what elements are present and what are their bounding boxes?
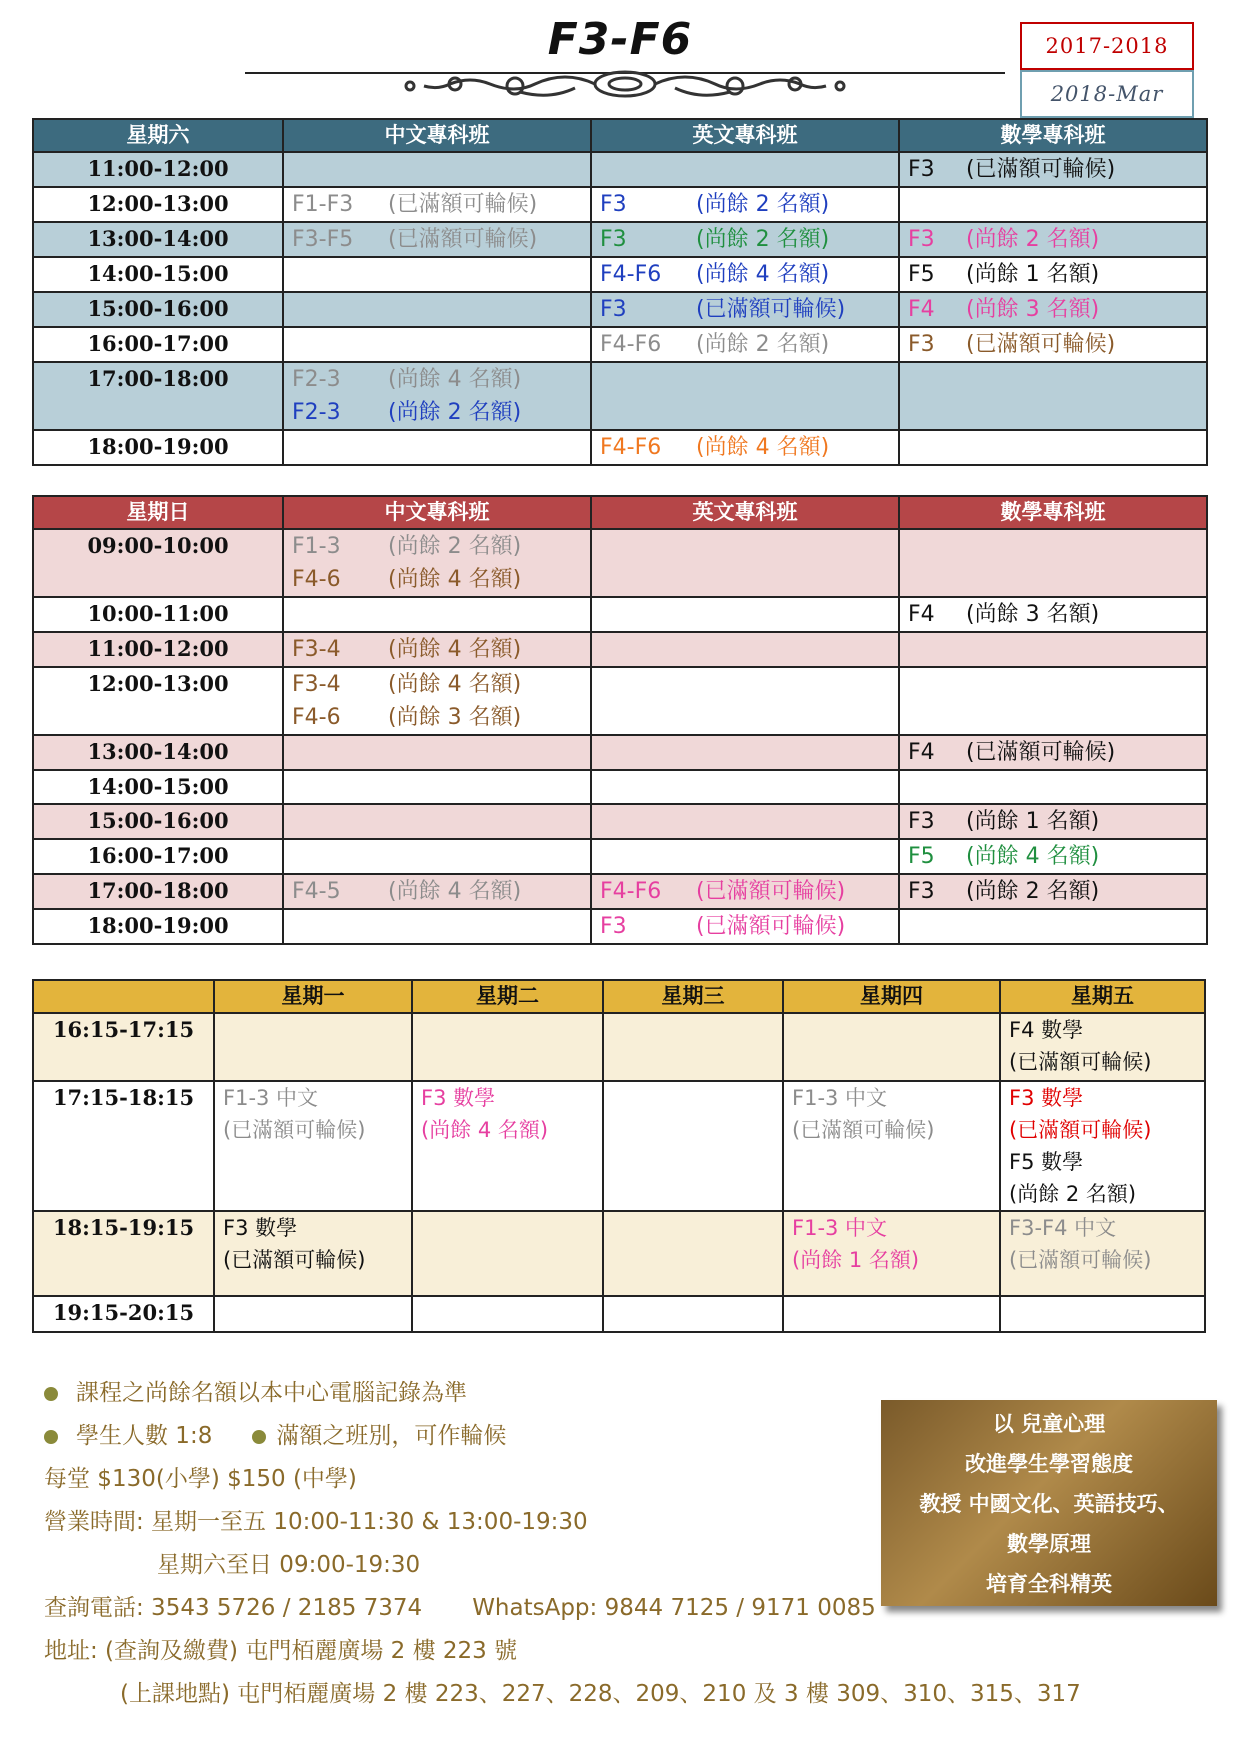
english-cell <box>591 735 899 770</box>
phone-text: 查詢電話: 3543 5726 / 2185 7374 <box>44 1595 423 1621</box>
bullet-icon <box>44 1430 58 1444</box>
chinese-cell <box>283 152 591 187</box>
math-cell <box>899 292 1207 327</box>
class-grade: F3 <box>600 297 627 322</box>
thursday-cell <box>783 1081 1000 1211</box>
chinese-cell <box>283 735 591 770</box>
header-thursday: 星期四 <box>783 980 1000 1013</box>
class-status: (尚餘 4 名額) <box>421 1118 549 1142</box>
time-slot: 17:00-18:00 <box>33 362 283 430</box>
class-status: (尚餘 4 名額) <box>388 672 522 697</box>
saturday-schedule <box>32 118 1208 466</box>
time-slot: 17:15-18:15 <box>33 1081 214 1211</box>
friday-cell <box>1000 1013 1205 1081</box>
math-cell <box>899 362 1207 430</box>
schedule-row <box>33 529 1207 597</box>
note-remaining-quota: 課程之尚餘名額以本中心電腦記錄為準 <box>76 1380 467 1406</box>
header-chinese: 中文專科班 <box>283 119 591 152</box>
schedule-row <box>33 839 1207 874</box>
schedule-row <box>33 804 1207 839</box>
class-status: (已滿額可輪候) <box>223 1118 366 1142</box>
friday-cell <box>1000 1296 1205 1332</box>
class-grade: F4 <box>908 297 935 322</box>
class-entry <box>600 293 890 326</box>
math-cell <box>899 667 1207 735</box>
wednesday-cell <box>603 1296 783 1332</box>
slogan-line: 教授 中國文化、英語技巧、 <box>919 1492 1179 1516</box>
slogan-line: 數學原理 <box>1007 1532 1091 1556</box>
class-entry <box>292 188 582 221</box>
monday-cell <box>214 1211 412 1296</box>
whatsapp-text: WhatsApp: 9844 7125 / 9171 0085 <box>472 1595 876 1621</box>
class-grade: F3-4 <box>292 672 341 697</box>
class-status: (尚餘 4 名額) <box>966 844 1100 869</box>
class-grade: F4-F6 <box>600 332 662 357</box>
header-english: 英文專科班 <box>591 119 899 152</box>
class-status: (尚餘 4 名額) <box>388 637 522 662</box>
chinese-cell <box>283 804 591 839</box>
class-entry <box>792 1082 991 1146</box>
time-slot: 12:00-13:00 <box>33 667 283 735</box>
time-slot: 17:00-18:00 <box>33 874 283 909</box>
english-cell <box>591 152 899 187</box>
class-subject: F3 數學 <box>421 1086 496 1110</box>
header-chinese: 中文專科班 <box>283 496 591 529</box>
schedule-row <box>33 770 1207 804</box>
chinese-cell <box>283 770 591 804</box>
class-status: (尚餘 1 名額) <box>792 1248 920 1272</box>
class-subject: F3-F4 中文 <box>1009 1216 1117 1240</box>
class-entry <box>292 563 582 596</box>
time-slot: 18:15-19:15 <box>33 1211 214 1296</box>
class-status: (已滿額可輪候) <box>696 879 846 904</box>
schedule-row <box>33 1081 1205 1211</box>
class-status: (尚餘 4 名額) <box>388 367 522 392</box>
class-entry <box>292 668 582 701</box>
class-status: (已滿額可輪候) <box>388 192 538 217</box>
class-entry <box>600 188 890 221</box>
class-entry <box>292 396 582 429</box>
schedule-row <box>33 1211 1205 1296</box>
monday-cell <box>214 1296 412 1332</box>
class-grade: F3-4 <box>292 637 341 662</box>
math-cell <box>899 874 1207 909</box>
class-status: (尚餘 1 名額) <box>966 262 1100 287</box>
class-grade: F3 <box>600 914 627 939</box>
english-cell <box>591 327 899 362</box>
time-slot: 14:00-15:00 <box>33 257 283 292</box>
class-grade: F3 <box>908 879 935 904</box>
time-slot: 11:00-12:00 <box>33 632 283 667</box>
english-cell <box>591 187 899 222</box>
english-cell <box>591 257 899 292</box>
english-cell <box>591 529 899 597</box>
header-day: 星期六 <box>33 119 283 152</box>
class-entry <box>1009 1146 1196 1210</box>
class-entry <box>600 910 890 943</box>
slogan-line: 改進學生學習態度 <box>965 1452 1133 1476</box>
monday-cell <box>214 1081 412 1211</box>
chinese-cell <box>283 362 591 430</box>
class-entry <box>908 736 1198 769</box>
class-grade: F4-F6 <box>600 879 662 904</box>
class-entry <box>292 530 582 563</box>
math-cell <box>899 597 1207 632</box>
schedule-row <box>33 667 1207 735</box>
time-slot: 16:00-17:00 <box>33 327 283 362</box>
chinese-cell <box>283 187 591 222</box>
class-grade: F5 <box>908 844 935 869</box>
header-math: 數學專科班 <box>899 119 1207 152</box>
fees-text: 每堂 $130(小學) $150 (中學) <box>44 1466 357 1492</box>
class-status: (尚餘 2 名額) <box>696 192 830 217</box>
math-cell <box>899 839 1207 874</box>
schedule-row <box>33 874 1207 909</box>
tuesday-cell <box>412 1296 603 1332</box>
english-cell <box>591 292 899 327</box>
monday-cell <box>214 1013 412 1081</box>
math-cell <box>899 529 1207 597</box>
class-subject: F3 數學 <box>223 1216 298 1240</box>
slogan-line: 培育全科精英 <box>986 1572 1112 1596</box>
class-entry <box>908 293 1198 326</box>
math-cell <box>899 327 1207 362</box>
class-subject: F1-3 中文 <box>792 1086 888 1110</box>
class-grade: F4 <box>908 602 935 627</box>
class-entry <box>908 153 1198 186</box>
time-slot: 13:00-14:00 <box>33 735 283 770</box>
class-grade: F3 <box>908 157 935 182</box>
time-slot: 19:15-20:15 <box>33 1296 214 1332</box>
thursday-cell <box>783 1296 1000 1332</box>
header-english: 英文專科班 <box>591 496 899 529</box>
class-status: (已滿額可輪候) <box>696 914 846 939</box>
english-cell <box>591 362 899 430</box>
class-subject: F4 數學 <box>1009 1018 1084 1042</box>
class-entry <box>908 258 1198 291</box>
bullet-icon <box>44 1387 58 1401</box>
english-cell <box>591 839 899 874</box>
schedule-row <box>33 222 1207 257</box>
class-status: (已滿額可輪候) <box>696 297 846 322</box>
class-status: (尚餘 3 名額) <box>966 297 1100 322</box>
class-entry <box>292 875 582 908</box>
english-cell <box>591 222 899 257</box>
chinese-cell <box>283 839 591 874</box>
schedule-row <box>33 292 1207 327</box>
tuesday-cell <box>412 1211 603 1296</box>
class-grade: F4-5 <box>292 879 341 904</box>
time-slot: 18:00-19:00 <box>33 909 283 944</box>
schedule-row <box>33 597 1207 632</box>
class-entry <box>1009 1212 1196 1276</box>
class-entry <box>792 1212 991 1276</box>
note-waitlist: 滿額之班別，可作輪候 <box>276 1423 507 1449</box>
time-slot: 14:00-15:00 <box>33 770 283 804</box>
time-slot: 12:00-13:00 <box>33 187 283 222</box>
class-status: (已滿額可輪候) <box>1009 1248 1152 1272</box>
class-status: (尚餘 2 名額) <box>388 400 522 425</box>
time-slot: 11:00-12:00 <box>33 152 283 187</box>
class-status: (尚餘 4 名額) <box>696 435 830 460</box>
math-cell <box>899 804 1207 839</box>
class-grade: F3 <box>908 227 935 252</box>
english-cell <box>591 667 899 735</box>
class-status: (尚餘 4 名額) <box>388 567 522 592</box>
class-status: (已滿額可輪候) <box>1009 1118 1152 1142</box>
class-status: (尚餘 3 名額) <box>388 705 522 730</box>
chinese-cell <box>283 529 591 597</box>
schedule-row <box>33 430 1207 465</box>
class-subject: F1-3 中文 <box>223 1086 319 1110</box>
class-entry <box>908 875 1198 908</box>
address-classroom-text: (上課地點) 屯門栢麗廣場 2 樓 223、227、228、209、210 及 3 樓 309、310、315、317 <box>120 1681 1081 1707</box>
schedule-row <box>33 257 1207 292</box>
class-status: (尚餘 2 名額) <box>966 879 1100 904</box>
time-slot: 09:00-10:00 <box>33 529 283 597</box>
weekday-header-row <box>33 980 1205 1013</box>
english-cell <box>591 909 899 944</box>
class-subject: F1-3 中文 <box>792 1216 888 1240</box>
schedule-row <box>33 735 1207 770</box>
class-grade: F2-3 <box>292 400 341 425</box>
time-slot: 15:00-16:00 <box>33 292 283 327</box>
class-status: (尚餘 2 名額) <box>388 534 522 559</box>
class-entry <box>600 875 890 908</box>
hours-weekend-text: 星期六至日 09:00-19:30 <box>157 1552 421 1578</box>
class-entry <box>908 598 1198 631</box>
header-day: 星期日 <box>33 496 283 529</box>
address-office-text: 地址: (查詢及繳費) 屯門栢麗廣場 2 樓 223 號 <box>44 1638 518 1664</box>
sunday-header-row <box>33 496 1207 529</box>
header-monday: 星期一 <box>214 980 412 1013</box>
header-friday: 星期五 <box>1000 980 1205 1013</box>
thursday-cell <box>783 1211 1000 1296</box>
class-entry <box>292 633 582 666</box>
schedule-row <box>33 187 1207 222</box>
class-entry <box>292 363 582 396</box>
header-math: 數學專科班 <box>899 496 1207 529</box>
schedule-row <box>33 362 1207 430</box>
ornament-divider <box>245 64 1005 104</box>
chinese-cell <box>283 632 591 667</box>
note-class-size: 學生人數 1:8 <box>76 1423 213 1449</box>
class-grade: F4 <box>908 740 935 765</box>
class-status: (已滿額可輪候) <box>792 1118 935 1142</box>
class-entry <box>600 258 890 291</box>
sunday-schedule <box>32 495 1208 945</box>
class-entry <box>1009 1082 1196 1146</box>
class-entry <box>600 223 890 256</box>
time-slot: 18:00-19:00 <box>33 430 283 465</box>
class-entry <box>223 1082 403 1146</box>
class-grade: F2-3 <box>292 367 341 392</box>
tuesday-cell <box>412 1081 603 1211</box>
class-status: (已滿額可輪候) <box>1009 1050 1152 1074</box>
class-grade: F1-3 <box>292 534 341 559</box>
english-cell <box>591 874 899 909</box>
tuesday-cell <box>412 1013 603 1081</box>
class-status: (尚餘 2 名額) <box>696 227 830 252</box>
math-cell <box>899 909 1207 944</box>
header-time <box>33 980 214 1013</box>
class-entry <box>908 840 1198 873</box>
chinese-cell <box>283 874 591 909</box>
class-status: (已滿額可輪候) <box>966 157 1116 182</box>
math-cell <box>899 735 1207 770</box>
class-status: (尚餘 2 名額) <box>1009 1182 1137 1206</box>
math-cell <box>899 632 1207 667</box>
schedule-row <box>33 909 1207 944</box>
class-grade: F4-F6 <box>600 435 662 460</box>
class-grade: F1-F3 <box>292 192 354 217</box>
time-slot: 16:15-17:15 <box>33 1013 214 1081</box>
class-subject: F5 數學 <box>1009 1150 1084 1174</box>
time-slot: 15:00-16:00 <box>33 804 283 839</box>
wednesday-cell <box>603 1013 783 1081</box>
hours-weekday-text: 營業時間: 星期一至五 10:00-11:30 & 13:00-19:30 <box>44 1509 588 1535</box>
header-wednesday: 星期三 <box>603 980 783 1013</box>
class-grade: F3 <box>908 809 935 834</box>
class-grade: F3 <box>600 227 627 252</box>
class-entry <box>292 701 582 734</box>
english-cell <box>591 770 899 804</box>
class-grade: F3 <box>600 192 627 217</box>
time-slot: 13:00-14:00 <box>33 222 283 257</box>
schedule-row <box>33 327 1207 362</box>
chinese-cell <box>283 430 591 465</box>
class-status: (尚餘 2 名額) <box>696 332 830 357</box>
class-subject: F3 數學 <box>1009 1086 1084 1110</box>
class-entry <box>908 328 1198 361</box>
schedule-row <box>33 1296 1205 1332</box>
schedule-row <box>33 1013 1205 1081</box>
class-entry <box>908 223 1198 256</box>
english-cell <box>591 804 899 839</box>
class-status: (尚餘 1 名額) <box>966 809 1100 834</box>
year-badge: 2017-2018 <box>1020 22 1194 70</box>
class-entry <box>223 1212 403 1276</box>
math-cell <box>899 257 1207 292</box>
class-entry <box>421 1082 594 1146</box>
math-cell <box>899 222 1207 257</box>
class-entry <box>292 223 582 256</box>
english-cell <box>591 430 899 465</box>
class-status: (已滿額可輪候) <box>966 740 1116 765</box>
wednesday-cell <box>603 1211 783 1296</box>
class-grade: F3-F5 <box>292 227 354 252</box>
class-entry <box>600 328 890 361</box>
class-grade: F4-6 <box>292 567 341 592</box>
month-badge: 2018-Mar <box>1020 70 1194 118</box>
class-status: (尚餘 2 名額) <box>966 227 1100 252</box>
weekday-schedule <box>32 979 1206 1333</box>
chinese-cell <box>283 597 591 632</box>
class-entry <box>908 805 1198 838</box>
chinese-cell <box>283 667 591 735</box>
class-status: (尚餘 4 名額) <box>696 262 830 287</box>
slogan-line: 以 兒童心理 <box>992 1412 1106 1436</box>
schedule-row <box>33 632 1207 667</box>
english-cell <box>591 632 899 667</box>
class-status: (已滿額可輪候) <box>966 332 1116 357</box>
time-slot: 16:00-17:00 <box>33 839 283 874</box>
math-cell <box>899 430 1207 465</box>
saturday-header-row <box>33 119 1207 152</box>
chinese-cell <box>283 292 591 327</box>
chinese-cell <box>283 257 591 292</box>
class-grade: F3 <box>908 332 935 357</box>
class-status: (尚餘 3 名額) <box>966 602 1100 627</box>
math-cell <box>899 770 1207 804</box>
class-grade: F4-6 <box>292 705 341 730</box>
class-entry <box>600 431 890 464</box>
class-status: (尚餘 4 名額) <box>388 879 522 904</box>
chinese-cell <box>283 222 591 257</box>
class-grade: F5 <box>908 262 935 287</box>
friday-cell <box>1000 1081 1205 1211</box>
math-cell <box>899 187 1207 222</box>
thursday-cell <box>783 1013 1000 1081</box>
chinese-cell <box>283 909 591 944</box>
time-slot: 10:00-11:00 <box>33 597 283 632</box>
class-grade: F4-F6 <box>600 262 662 287</box>
header-tuesday: 星期二 <box>412 980 603 1013</box>
friday-cell <box>1000 1211 1205 1296</box>
schedule-row <box>33 152 1207 187</box>
class-status: (已滿額可輪候) <box>388 227 538 252</box>
slogan-box <box>881 1400 1217 1606</box>
class-entry <box>1009 1014 1196 1078</box>
chinese-cell <box>283 327 591 362</box>
math-cell <box>899 152 1207 187</box>
wednesday-cell <box>603 1081 783 1211</box>
english-cell <box>591 597 899 632</box>
bullet-icon <box>252 1430 266 1444</box>
page-title: F3-F6 <box>547 14 693 65</box>
class-status: (已滿額可輪候) <box>223 1248 366 1272</box>
